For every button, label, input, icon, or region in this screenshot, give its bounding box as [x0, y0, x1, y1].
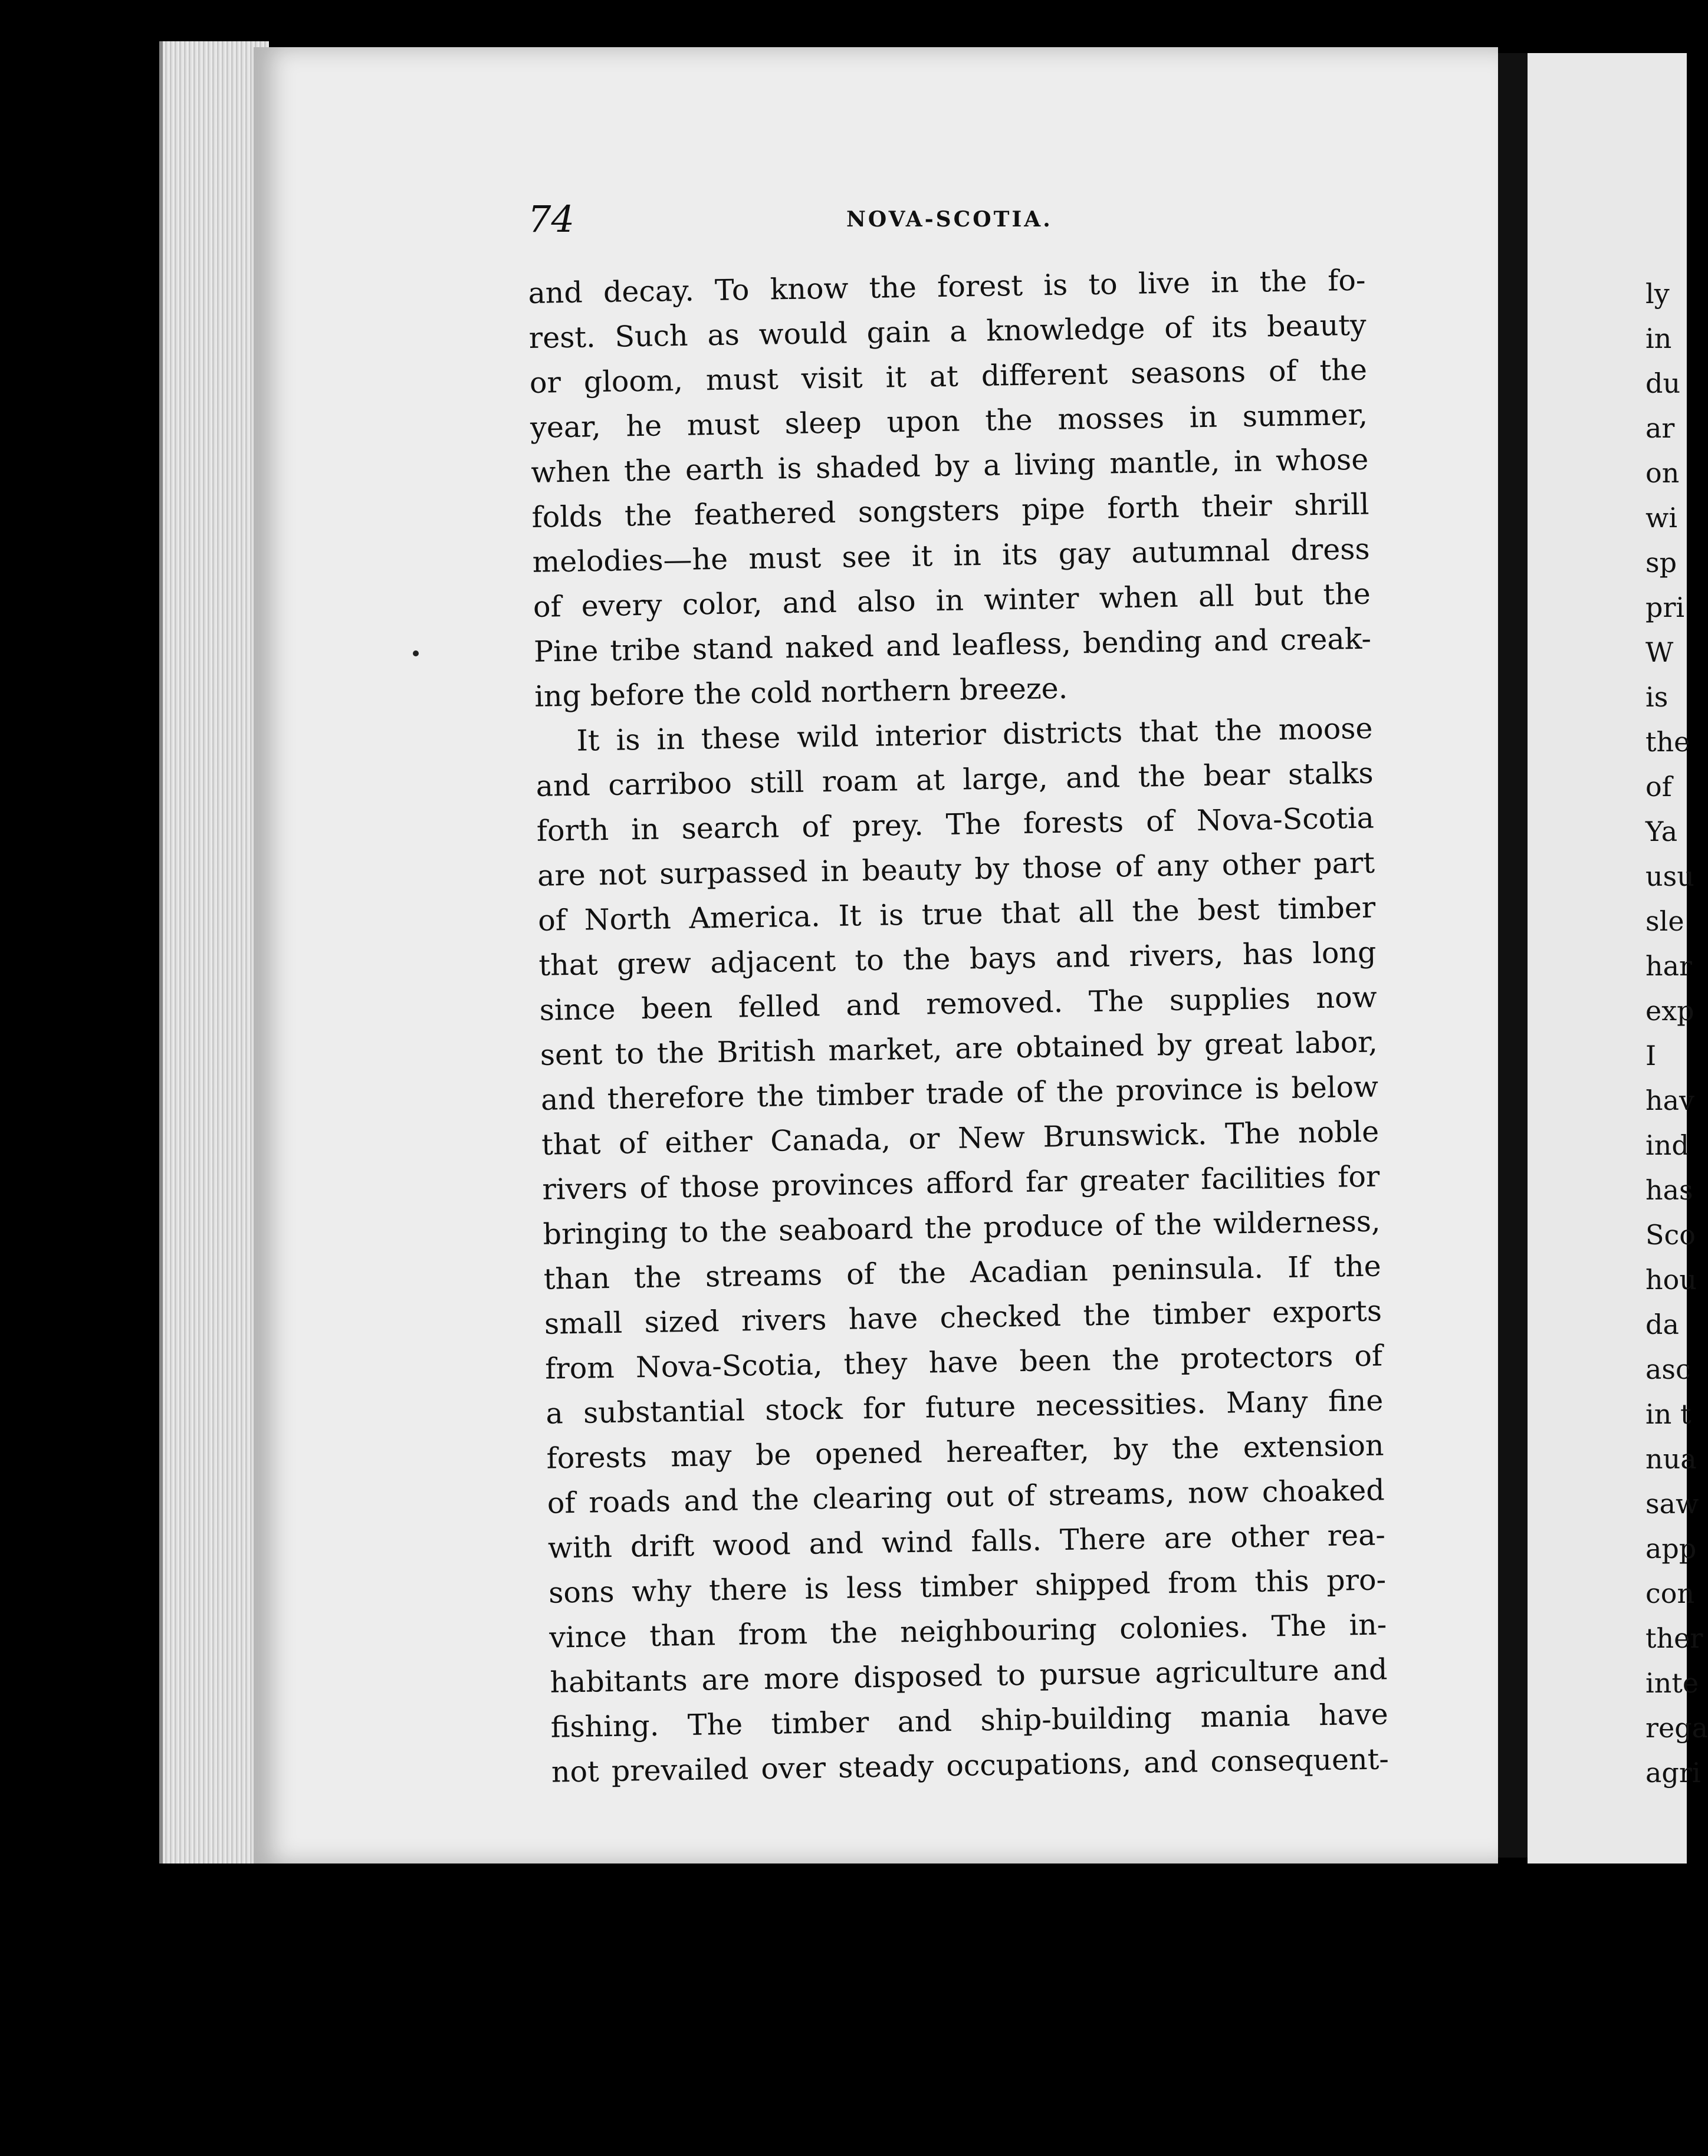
text-line: year, he must sleep upon the mosses in summer,: [530, 397, 1368, 445]
text-line: bringing to the seaboard the produce of the wilderness,: [543, 1204, 1381, 1251]
facing-line: is: [1645, 681, 1668, 713]
facing-line: in t: [1645, 1398, 1691, 1430]
text-line: from Nova-Scotia, they have been the protectors of: [544, 1339, 1383, 1386]
text-line: habitants are more disposed to pursue agriculture and: [550, 1652, 1388, 1700]
facing-line: asc: [1645, 1353, 1691, 1385]
facing-line: exp: [1645, 995, 1694, 1027]
text-line: rest. Such as would gain a knowledge of its beauty: [528, 308, 1367, 355]
text-line: that of either Canada, or New Brunswick. The noble: [541, 1115, 1379, 1162]
facing-line: I: [1645, 1040, 1657, 1072]
text-line: melodies—he must see it in its gay autumnal dress: [532, 532, 1371, 579]
text-line: of North America. It is true that all the best timber: [537, 890, 1376, 938]
text-line: fishing. The timber and ship-building mania have: [550, 1697, 1389, 1744]
facing-line: hou: [1645, 1264, 1697, 1296]
facing-line: ly: [1645, 278, 1670, 310]
text-line: small sized rivers have checked the timber exports: [544, 1294, 1382, 1341]
text-line: sons why there is less timber shipped from this pro-: [548, 1563, 1387, 1610]
text-line: vince than from the neighbouring colonies. The in-: [548, 1608, 1387, 1655]
facing-line: sle: [1645, 905, 1684, 937]
facing-line: du: [1645, 367, 1681, 399]
facing-line: the: [1645, 726, 1690, 758]
text-line: than the streams of the Acadian peninsula. If the: [543, 1249, 1382, 1296]
facing-line: har: [1645, 950, 1693, 982]
facing-line: nua: [1645, 1443, 1697, 1475]
text-line: or gloom, must visit it at different seasons of the: [529, 353, 1368, 400]
facing-line: W: [1645, 636, 1674, 668]
facing-line: inte: [1645, 1667, 1699, 1699]
facing-line: ind: [1645, 1129, 1689, 1161]
page-edges: [159, 41, 269, 1864]
text-line: not prevailed over steady occupations, and consequent-: [551, 1742, 1390, 1789]
facing-line: usu: [1645, 860, 1694, 892]
text-line: of every color, and also in winter when all but the: [533, 577, 1371, 624]
running-title: NOVA-SCOTIA.: [846, 207, 1053, 232]
facing-page-text: [1645, 271, 1708, 1795]
page-header: [528, 198, 1359, 251]
facing-line: agri: [1645, 1757, 1701, 1789]
facing-line: ther: [1645, 1622, 1703, 1654]
facing-line: wi: [1645, 502, 1678, 534]
text-line: forests may be opened hereafter, by the extension: [546, 1428, 1384, 1475]
margin-mark: [413, 650, 419, 656]
text-line: folds the feathered songsters pipe forth their shrill: [531, 487, 1369, 534]
facing-line: pri: [1645, 591, 1685, 623]
facing-line: of: [1645, 771, 1672, 803]
page-number: 74: [528, 198, 574, 241]
facing-line: rega: [1645, 1712, 1708, 1744]
text-line: that grew adjacent to the bays and rivers, has long: [538, 935, 1377, 982]
facing-line: has: [1645, 1174, 1693, 1206]
body-text: [528, 258, 1389, 1795]
facing-line: Sco: [1645, 1219, 1696, 1251]
facing-line: ar: [1645, 412, 1675, 444]
text-line: sent to the British market, are obtained by great labor,: [540, 1025, 1378, 1072]
text-line: since been felled and removed. The supplies now: [539, 980, 1377, 1027]
facing-line: da: [1645, 1309, 1679, 1340]
text-line: and decay. To know the forest is to live in the fo-: [528, 263, 1366, 310]
text-line: Pine tribe stand naked and leafless, bending and creak-: [533, 622, 1372, 669]
facing-line: saw: [1645, 1488, 1699, 1520]
text-line: and therefore the timber trade of the province is below: [540, 1070, 1379, 1117]
facing-line: on: [1645, 457, 1680, 489]
text-line: ing before the cold northern breeze.: [534, 671, 1068, 714]
facing-line: Ya: [1645, 816, 1678, 847]
text-line: a substantial stock for future necessities. Many fine: [545, 1383, 1384, 1431]
facing-line: sp: [1645, 547, 1677, 579]
text-line: It is in these wild interior districts that the moose: [576, 711, 1373, 758]
text-line: forth in search of prey. The forests of Nova-Scotia: [536, 801, 1375, 848]
facing-line: app: [1645, 1533, 1697, 1565]
text-line: when the earth is shaded by a living mantle, in whose: [530, 442, 1369, 489]
book-gutter: [1498, 53, 1528, 1858]
facing-line: hav: [1645, 1084, 1695, 1116]
text-line: are not surpassed in beauty by those of any other part: [537, 846, 1375, 893]
text-line: with drift wood and wind falls. There are other rea-: [547, 1518, 1386, 1565]
facing-line: con: [1645, 1577, 1695, 1609]
text-line: rivers of those provinces afford far greater facilities for: [542, 1159, 1380, 1207]
text-line: and carriboo still roam at large, and the bear stalks: [536, 756, 1374, 803]
facing-line: in: [1645, 323, 1672, 354]
text-line: of roads and the clearing out of streams, now choaked: [547, 1473, 1385, 1520]
